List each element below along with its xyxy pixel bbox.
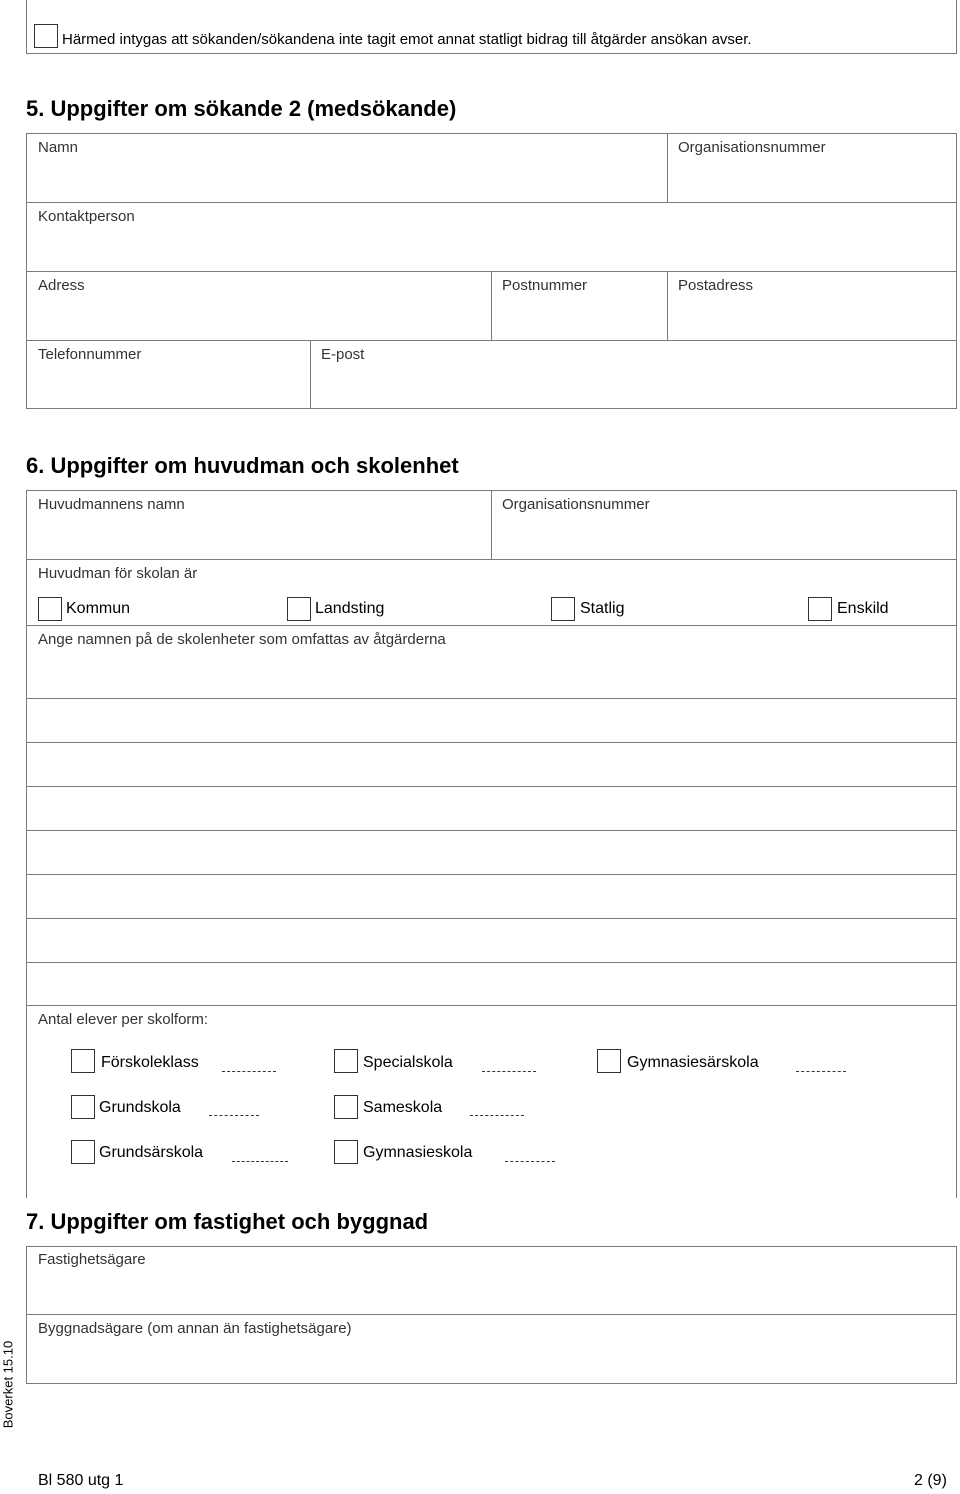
specialskola-label: Specialskola bbox=[363, 1054, 453, 1071]
statlig-checkbox[interactable] bbox=[551, 597, 575, 621]
email-field[interactable]: E-post bbox=[321, 346, 365, 363]
divider bbox=[26, 202, 957, 203]
org-number-field[interactable]: Organisationsnummer bbox=[678, 139, 826, 156]
section5-heading: 5. Uppgifter om sökande 2 (medsökande) bbox=[26, 96, 457, 121]
property-owner-field[interactable]: Fastighetsägare bbox=[38, 1251, 146, 1268]
grundsarskola-checkbox[interactable] bbox=[71, 1140, 95, 1164]
section7-heading: 7. Uppgifter om fastighet och byggnad bbox=[26, 1209, 429, 1234]
contact-person-field[interactable]: Kontaktperson bbox=[38, 208, 135, 225]
gymnasiesarskola-checkbox[interactable] bbox=[597, 1049, 621, 1073]
side-version-text: Boverket 15.10 bbox=[0, 1340, 16, 1429]
sameskola-count-field[interactable] bbox=[470, 1115, 524, 1116]
forskoleklass-count-field[interactable] bbox=[222, 1071, 276, 1072]
landsting-checkbox[interactable] bbox=[287, 597, 311, 621]
section6-heading: 6. Uppgifter om huvudman och skolenhet bbox=[26, 453, 459, 478]
postal-address-field[interactable]: Postadress bbox=[678, 277, 754, 294]
gymnasieskola-label: Gymnasieskola bbox=[363, 1144, 473, 1161]
address-field[interactable]: Adress bbox=[38, 277, 85, 294]
enskild-checkbox[interactable] bbox=[808, 597, 832, 621]
pupils-per-form-label: Antal elever per skolform: bbox=[38, 1011, 209, 1028]
gymnasieskola-checkbox[interactable] bbox=[334, 1140, 358, 1164]
form-id: Bl 580 utg 1 bbox=[38, 1472, 124, 1489]
divider bbox=[667, 133, 668, 202]
grundsarskola-count-field[interactable] bbox=[232, 1161, 288, 1162]
principal-type-label: Huvudman för skolan är bbox=[38, 565, 198, 582]
postal-code-field[interactable]: Postnummer bbox=[502, 277, 588, 294]
specialskola-count-field[interactable] bbox=[482, 1071, 536, 1072]
specialskola-checkbox[interactable] bbox=[334, 1049, 358, 1073]
building-owner-field[interactable]: Byggnadsägare (om annan än fastighetsägare) bbox=[38, 1320, 352, 1337]
gymnasiesarskola-count-field[interactable] bbox=[796, 1071, 846, 1072]
forskoleklass-checkbox[interactable] bbox=[71, 1049, 95, 1073]
divider bbox=[310, 340, 311, 409]
certification-text: Härmed intygas att sökanden/sökandena inte tagit emot annat statligt bidrag till åtgärder ansökan avser. bbox=[62, 31, 752, 48]
gymnasieskola-count-field[interactable] bbox=[505, 1161, 555, 1162]
school-unit-field[interactable] bbox=[27, 743, 956, 785]
divider bbox=[26, 625, 957, 626]
grundskola-label: Grundskola bbox=[99, 1099, 181, 1116]
section7-table bbox=[26, 1246, 957, 1384]
sameskola-checkbox[interactable] bbox=[334, 1095, 358, 1119]
page-number: 2 (9) bbox=[914, 1472, 947, 1489]
divider bbox=[26, 1005, 957, 1006]
grundskola-count-field[interactable] bbox=[209, 1115, 259, 1116]
principal-name-field[interactable]: Huvudmannens namn bbox=[38, 496, 185, 513]
divider bbox=[667, 271, 668, 340]
divider bbox=[491, 490, 492, 559]
divider bbox=[491, 271, 492, 340]
school-units-label: Ange namnen på de skolenheter som omfattas av åtgärderna bbox=[38, 631, 446, 648]
school-unit-field[interactable] bbox=[27, 963, 956, 1004]
school-unit-field[interactable] bbox=[27, 875, 956, 917]
grundskola-checkbox[interactable] bbox=[71, 1095, 95, 1119]
divider bbox=[26, 1314, 957, 1315]
kommun-label: Kommun bbox=[66, 600, 131, 617]
enskild-label: Enskild bbox=[837, 600, 889, 617]
sameskola-label: Sameskola bbox=[363, 1099, 443, 1116]
school-unit-field[interactable] bbox=[27, 919, 956, 961]
statlig-label: Statlig bbox=[580, 600, 625, 617]
landsting-label: Landsting bbox=[315, 600, 385, 617]
certification-checkbox[interactable] bbox=[34, 24, 58, 48]
principal-org-number-field[interactable]: Organisationsnummer bbox=[502, 496, 650, 513]
divider bbox=[26, 340, 957, 341]
kommun-checkbox[interactable] bbox=[38, 597, 62, 621]
divider bbox=[26, 559, 957, 560]
gymnasiesarskola-label: Gymnasiesärskola bbox=[627, 1054, 759, 1071]
school-unit-field[interactable] bbox=[27, 787, 956, 829]
forskoleklass-label: Förskoleklass bbox=[101, 1054, 199, 1071]
phone-field[interactable]: Telefonnummer bbox=[38, 346, 142, 363]
grundsarskola-label: Grundsärskola bbox=[99, 1144, 204, 1161]
school-unit-field[interactable] bbox=[27, 699, 956, 741]
school-unit-field[interactable] bbox=[27, 831, 956, 873]
name-field[interactable]: Namn bbox=[38, 139, 79, 156]
